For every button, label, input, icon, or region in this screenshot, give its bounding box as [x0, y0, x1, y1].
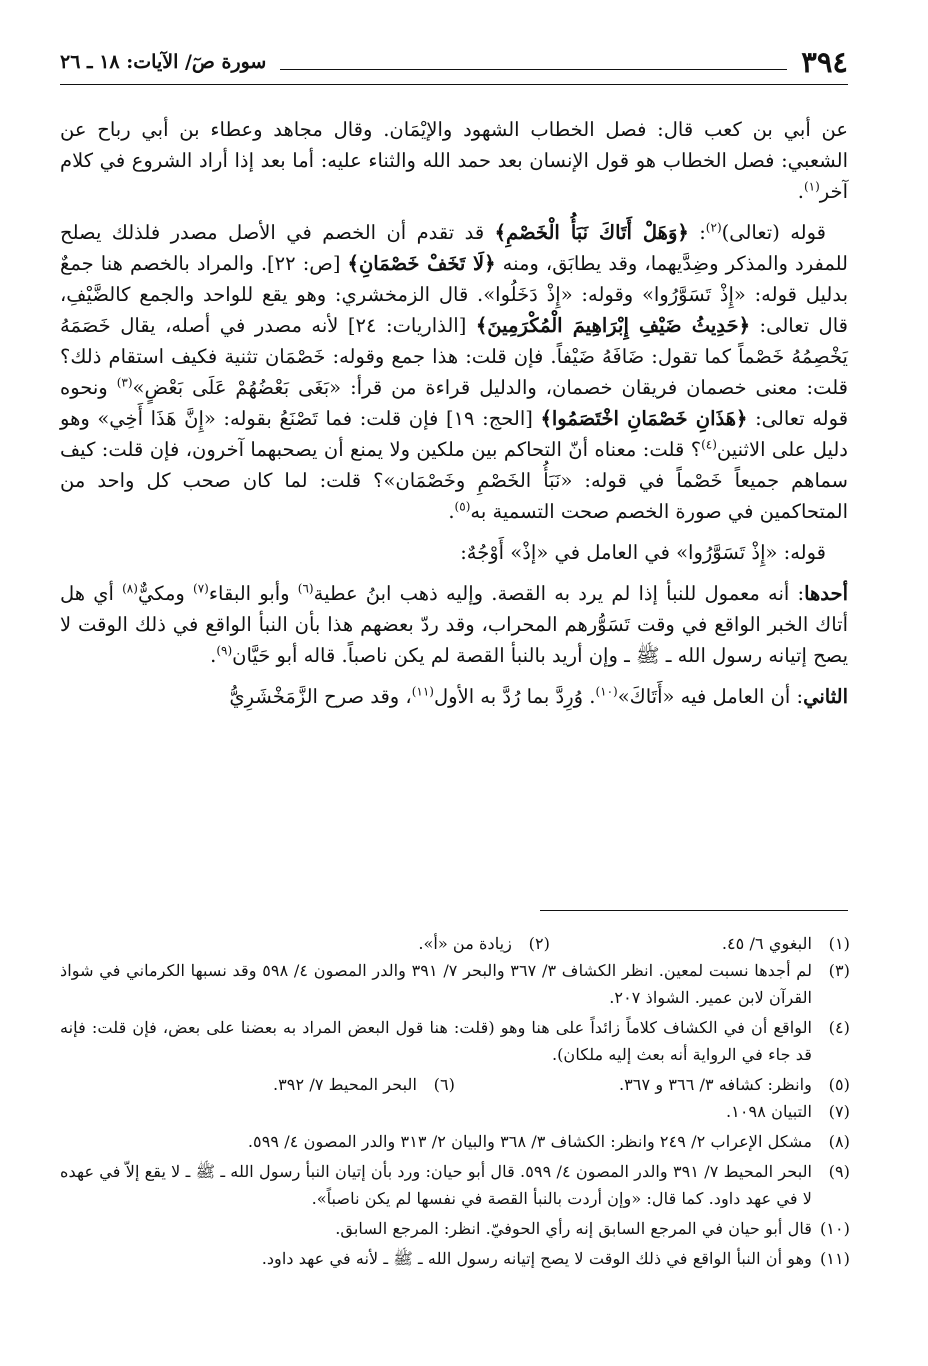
- footnote-row: [60, 930, 850, 957]
- footnotes: [60, 930, 850, 1275]
- running-title: سورة صٓ/ الآيات: ١٨ ـ ٢٦: [60, 51, 267, 73]
- footnote-11: [60, 1245, 850, 1272]
- p4-a: : أنه معمول للنبأ إذا لم يرد به القصة. وإليه ذهب ابنُ عطية: [313, 582, 805, 605]
- paragraph-1: [60, 114, 848, 207]
- footnote-text: لم أجدها نسبت لمعين. انظر الكشاف ٣/ ٣٦٧ والبحر ٧/ ٣٩١ والدر المصون ٤/ ٥٩٨ وقد نسبها الكرماني في شواذ القرآن لابن عمير. الشواذ ٢٠٧.: [60, 961, 813, 1007]
- footnote-text: البحر المحيط ٧/ ٣٩٢.: [272, 1075, 417, 1094]
- footnote-ref-2: (٢): [705, 220, 722, 235]
- footnote-ref-4: (٤): [701, 437, 717, 452]
- footnote-ref-6: (٦): [297, 581, 314, 596]
- footnote-number: (١٠): [819, 1219, 850, 1238]
- paragraph-5: [60, 681, 848, 712]
- footnote-text: البغوي ٦/ ٤٥.: [721, 934, 812, 953]
- footnote-text: زيادة من «أ».: [418, 934, 512, 953]
- p2-h: ؟ قلت: معناه أنّ التحاكم بين ملكين ولا يمنع أن يصحبهما آخرون، فإن قلت: كيف سماهم جميعاً خَصْماً في قوله: «نَبَأُ الخَصْمِ وخَصْمَان»؟ قلت: لما كان صحب كل واحد من المتحاكمين في صورة الخصم صحت التسمية به: [60, 438, 848, 523]
- footnote-number: (١١): [819, 1249, 850, 1268]
- footnote-number: (٥): [828, 1075, 850, 1094]
- footnote-ref-10: (١٠): [595, 684, 618, 699]
- footnote-text: قال أبو حيان في المرجع السابق إنه رأي الحوفيّ. انظر: المرجع السابق.: [335, 1219, 812, 1238]
- footnote-5: [455, 1071, 850, 1098]
- paragraph-4: [60, 578, 848, 671]
- p5-b: . وُرِدَّ بما رُدَّ به الأول: [433, 685, 596, 708]
- footnote-6: [155, 1071, 455, 1098]
- p2-e: [الذاريات: ٢٤] لأنه مصدر في أصله، يقال خَصَمَهُ يَخْصِمُهُ خَصْماً كما تقول: ضَافَهُ ضَيْفاً. فإن قلت: هذا جمع وقوله: خَصْمَان تثنية فكيف استقام ذلك؟ قلت: معنى خصمان فريقان خصمان، والدليل قراءة من قرأ: «بَغَى بَعْضُهُمْ عَلَى بَعْضٍ»: [60, 314, 848, 399]
- footnote-text: وهو أن النبأ الواقع في ذلك الوقت لا يصح إتيانه رسول الله ـ ﷺ ـ لأنه في عهد داود.: [261, 1249, 812, 1268]
- p1-text: عن أبي بن كعب قال: فصل الخطاب الشهود والإيْمَان. وقال مجاهد وعطاء بن أبي رباح عن الشعبي: فصل الخطاب هو قول الإنسان بعد حمد الله والثناء عليه: أما بعد إذا أراد الشروع في كلام آخر: [60, 118, 848, 203]
- paragraph-3: [60, 537, 848, 568]
- p3-text: قوله: «إِذْ تَسَوَّرُوا» في العامل في «إذْ» أَوْجُهٌ:: [460, 541, 826, 564]
- footnote-row: [60, 1071, 850, 1098]
- p2-f: ونحوه قوله تعالى:: [60, 376, 849, 430]
- footnote-2: [250, 930, 550, 957]
- footnote-number: (٣): [828, 961, 850, 980]
- footnote-text: التبيان ١٠٩٨.: [726, 1102, 812, 1121]
- header-rule: [280, 69, 787, 70]
- page-header: [60, 40, 848, 85]
- footnote-text: البحر المحيط ٧/ ٣٩١ والدر المصون ٤/ ٥٩٩. قال أبو حيان: ورد بأن إتيان النبأ رسول الله ـ ﷺ ـ لا يقع إلاّ في عهده لا في عهد داود. كما قال: «وإن أردت بالنبأ القصة في نفسها لم يكن ناصباً».: [60, 1162, 813, 1208]
- footnote-4: [60, 1014, 850, 1068]
- footnote-7: [60, 1098, 850, 1125]
- footnote-ref-3: (٣): [116, 375, 133, 390]
- footnote-text: مشكل الإعراب ٢/ ٢٤٩ وانظر: الكشاف ٣/ ٣٦٨ والبيان ٢/ ٣١٣ والدر المصون ٤/ ٥٩٩.: [247, 1132, 812, 1151]
- p5-a: : أن العامل فيه «أَتَاكَ»: [617, 685, 804, 708]
- footnote-text: وانظر: كشافه ٣/ ٣٦٦ و ٣٦٧.: [618, 1075, 812, 1094]
- footnote-number: (٨): [828, 1132, 850, 1151]
- paragraph-2: [60, 217, 848, 527]
- footnote-9: [60, 1158, 850, 1212]
- footnote-ref-9: (٩): [216, 643, 233, 658]
- footnote-ref-1: (١): [803, 179, 820, 194]
- p4-c: ومكيٌّ: [137, 582, 194, 605]
- footnote-10: [60, 1215, 850, 1242]
- quran-verse: ﴿هَذَانِ خَصْمَانِ اخْتَصَمُوا﴾: [540, 407, 748, 430]
- quran-verse: ﴿لَا تَخَفْ خَصْمَانِ﴾: [347, 252, 496, 275]
- footnote-1: [550, 930, 850, 957]
- footnote-ref-7: (٧): [193, 581, 209, 596]
- footnote-ref-5: (٥): [454, 499, 471, 514]
- p4-lead: أحدها: [804, 582, 848, 605]
- footnote-ref-8: (٨): [122, 581, 138, 596]
- p2-c: قد تقدم أن الخصم في الأصل مصدر فلذلك يصلح للمفرد والمذكر وضِدَّيهما، وقد يطابَق، ومنه: [60, 221, 848, 275]
- footnote-3: [60, 957, 850, 1011]
- footnote-number: (٩): [828, 1162, 850, 1181]
- footnote-number: (٤): [828, 1018, 850, 1037]
- footnote-8: [60, 1128, 850, 1155]
- p4-b: وأبو البقاء: [208, 582, 298, 605]
- footnote-number: (٧): [828, 1102, 850, 1121]
- p5-c: ، وقد صرح الزَّمَخْشَرِيُّ: [229, 685, 412, 708]
- page-number: ٣٩٤: [801, 45, 848, 79]
- p2-end: .: [448, 500, 455, 523]
- quran-verse: ﴿وَهَلْ أَتَاكَ نَبَأُ الْخَصْمِ﴾: [494, 221, 689, 244]
- p2-b: :: [688, 221, 706, 244]
- footnote-number: (٦): [433, 1075, 455, 1094]
- p2-a: قوله (تعالى): [721, 221, 827, 244]
- p2-d: [ص: ٢٢]. والمراد بالخصم هنا جمعٌ بدليل قوله: «إِذْ تَسَوَّرُوا» وقوله: «إِذْ دَخَلُوا». قال الزمخشري: وهو يقع للواحد والجمع كالضَّيْفِ، قال تعالى:: [60, 252, 848, 337]
- p1-end: .: [797, 180, 804, 203]
- p2-g: [الحج: ١٩] فإن قلت: فما تَصْنَعُ بقوله: «إِنَّ هَذَا أَخِي» وهو دليل على الاثنين: [60, 407, 848, 461]
- main-text: [60, 114, 848, 722]
- p4-end: .: [210, 644, 217, 667]
- p4-d: أي هل أتاك الخبر الواقع في وقت تَسَوُّرهم المحراب، وقد ردّ بعضهم هذا بأن النبأ الواقع في ذلك الوقت لا يصح إتيانه رسول الله ـ ﷺ ـ وإن أريد بالنبأ القصة لم يكن ناصباً. قاله أبو حَيَّان: [60, 582, 848, 667]
- footnote-separator: [540, 910, 848, 911]
- footnote-number: (١): [828, 934, 850, 953]
- footnote-ref-11: (١١): [411, 684, 434, 699]
- quran-verse: ﴿حَدِيثُ ضَيْفِ إِبْرَاهِيمَ الْمُكْرَمِينَ﴾: [475, 314, 750, 337]
- p5-lead: الثاني: [803, 685, 848, 708]
- footnote-number: (٢): [528, 934, 550, 953]
- footnote-text: الواقع أن في الكشاف كلاماً زائداً على هنا وهو (قلت: هنا قول البعض المراد به بعضنا على بعض، فإن قلت: فإنه قد جاء في الرواية أنه بعث إليه ملكان).: [60, 1018, 812, 1064]
